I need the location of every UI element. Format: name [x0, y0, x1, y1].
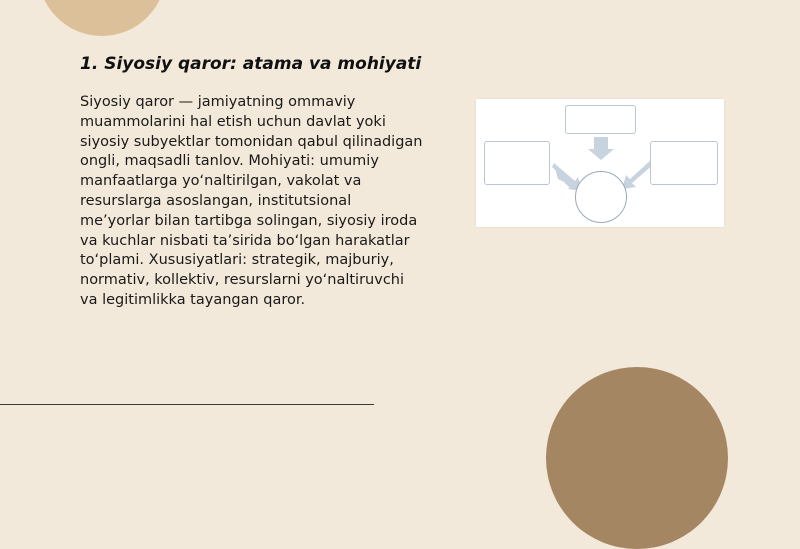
- arrow-down: [588, 137, 614, 160]
- decorative-circle-bottom: [546, 367, 728, 549]
- diagram-image: [476, 99, 724, 227]
- divider-line: [0, 404, 374, 405]
- diagram-center-circle: [575, 171, 627, 223]
- decorative-circle-top: [38, 0, 166, 36]
- slide-title: 1. Siyosiy qaror: atama va mohiyati: [80, 54, 422, 74]
- diagram-box-top: [565, 105, 636, 134]
- slide-body-text: Siyosiy qaror — jamiyatning ommaviy muammolarini hal etish uchun davlat yoki siyosiy subyektlar tomonidan qabul qilinadigan ongli, maqsadli tanlov. Mohiyati: umumiy manfaatlarga yo‘naltirilgan, vakolat va resurslarga asoslangan, institutsional me’yorlar bilan tartibga solingan, siyosiy iroda va kuchlar nisbati ta’sirida bo‘lgan harakatlar to‘plami. Xususiyatlari: strategik, majburiy, normativ, kollektiv, resurslarni yo‘naltiruvchi va legitimlikka tayangan qaror.: [80, 94, 423, 308]
- diagram-box-right: [650, 141, 718, 185]
- diagram-box-left: [484, 141, 550, 185]
